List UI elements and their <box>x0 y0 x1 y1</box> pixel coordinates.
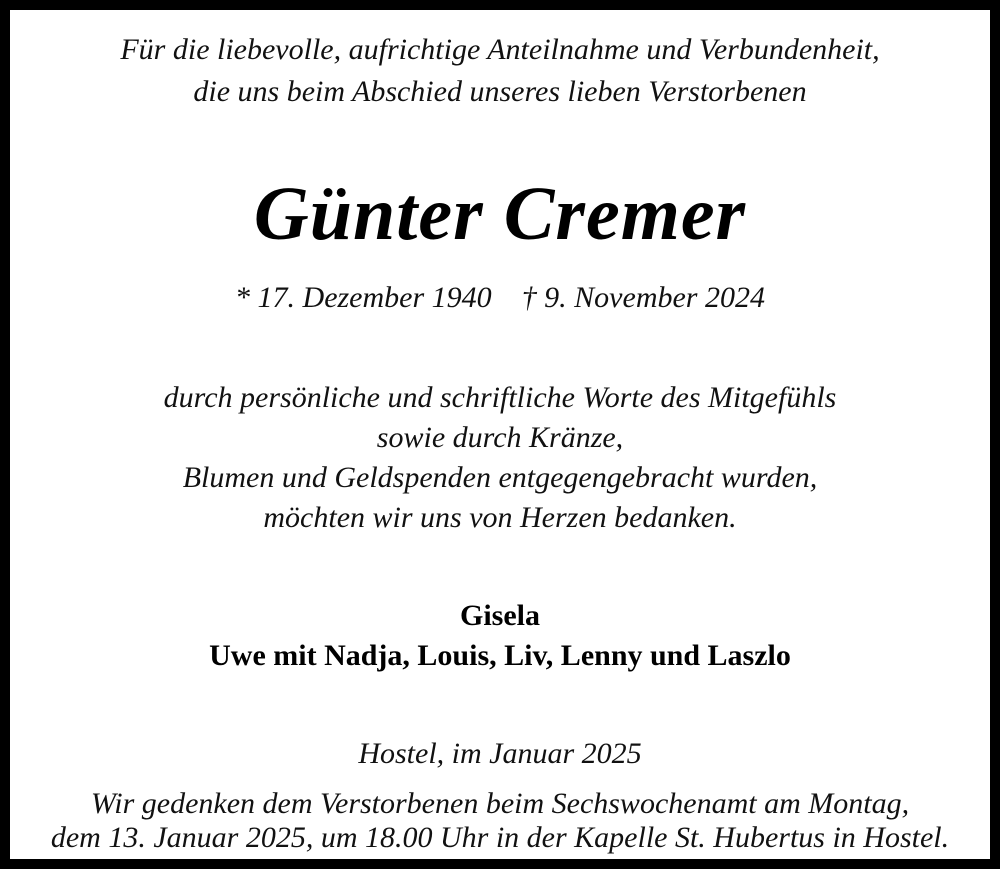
message-line-4: möchten wir uns von Herzen bedanken. <box>263 501 737 534</box>
death-date: † 9. November 2024 <box>521 281 765 314</box>
family-line-2: Uwe mit Nadja, Louis, Liv, Lenny und Laszlo <box>209 639 791 672</box>
message-line-3: Blumen und Geldspenden entgegengebracht wurden, <box>182 461 818 494</box>
family-line-1: Gisela <box>460 599 540 632</box>
intro-line-1: Für die liebevolle, aufrichtige Anteilnahme und Verbundenheit, <box>120 33 880 66</box>
birth-date: * 17. Dezember 1940 <box>235 281 492 314</box>
place-date: Hostel, im Januar 2025 <box>358 737 642 770</box>
service-line-2: dem 13. Januar 2025, um 18.00 Uhr in der Kapelle St. Hubertus in Hostel. <box>50 821 950 854</box>
message-line-1: durch persönliche und schriftliche Worte des Mitgefühls <box>163 381 837 414</box>
message-line-2: sowie durch Kränze, <box>376 421 624 454</box>
life-dates <box>20 280 980 316</box>
service-line-1: Wir gedenken dem Verstorbenen beim Sechswochenamt am Montag, <box>90 787 910 820</box>
deceased-name: Günter Cremer <box>253 172 747 256</box>
intro-line-2: die uns beim Abschied unseres lieben Verstorbenen <box>193 75 807 108</box>
